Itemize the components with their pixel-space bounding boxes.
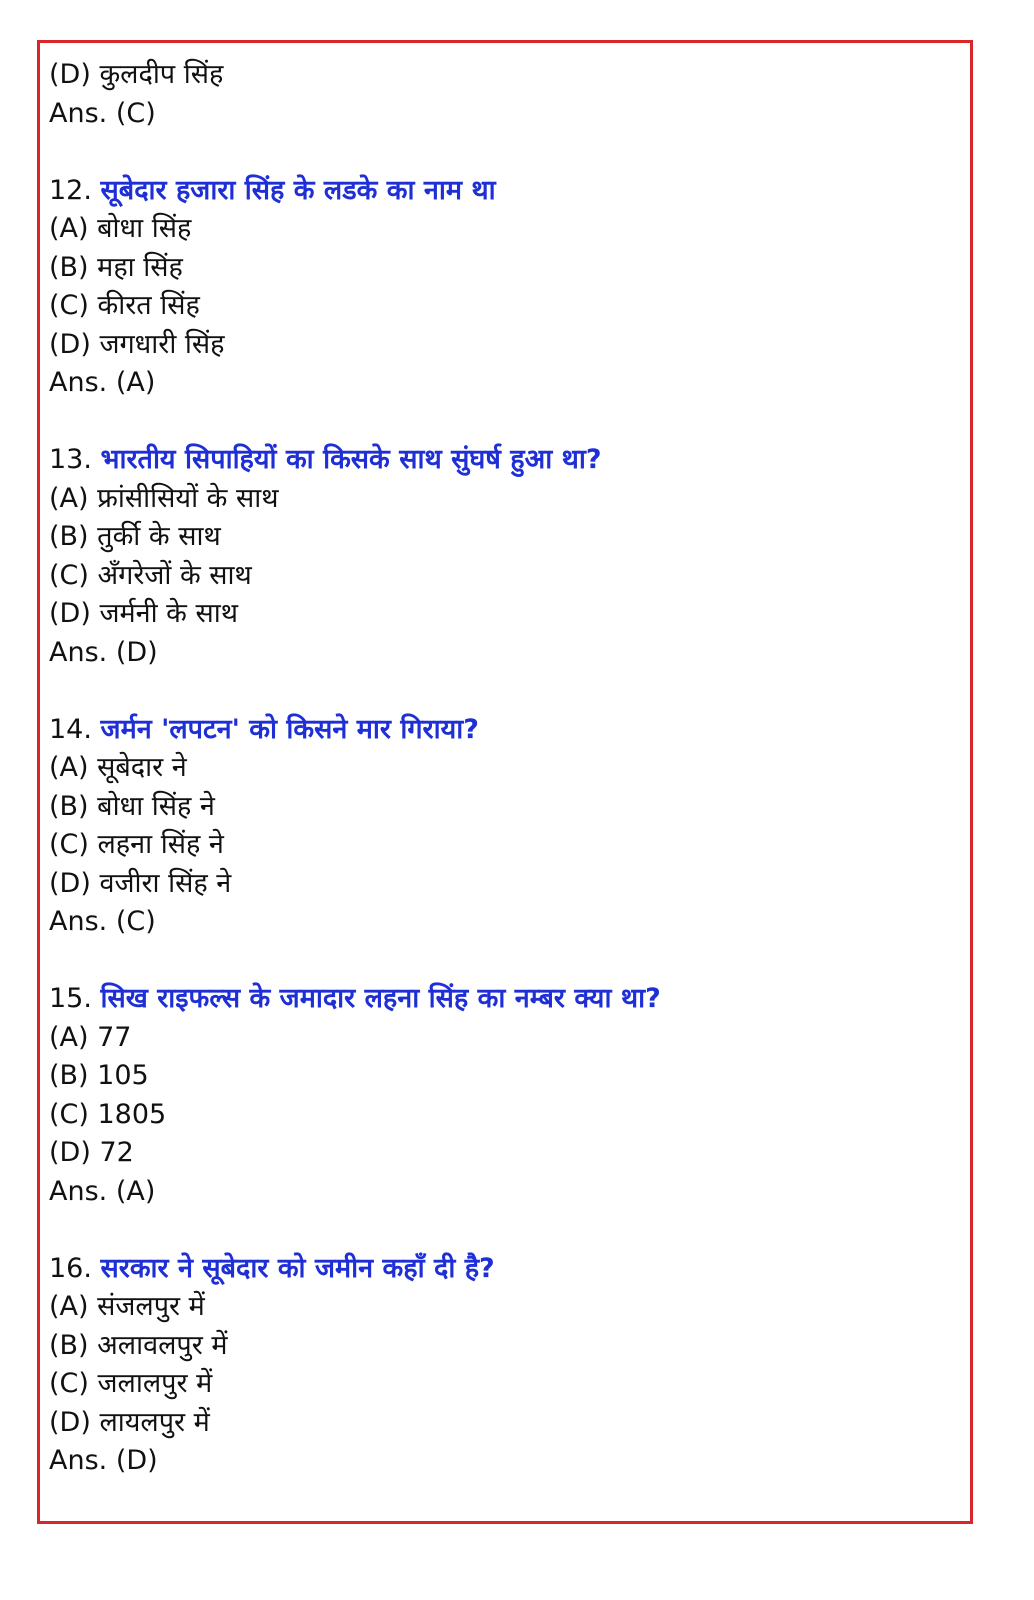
spacer: [49, 942, 949, 981]
spacer: [49, 1211, 949, 1250]
question-number: 12.: [49, 174, 101, 206]
option-c: (C) लहना सिंह ने: [49, 829, 224, 860]
answer: Ans. (D): [49, 636, 158, 668]
question-number: 14.: [49, 713, 101, 745]
option-b: (B) तुर्की के साथ: [49, 521, 221, 552]
spacer: [49, 133, 949, 172]
option-a: (A) बोधा सिंह: [49, 213, 192, 244]
answer: Ans. (C): [49, 906, 156, 937]
option-d: (D) लायलपुर में: [49, 1406, 210, 1438]
option-a: (A) संजलपुर में: [49, 1291, 205, 1322]
question-text: सूबेदार हजारा सिंह के लडके का नाम था: [100, 174, 496, 206]
spacer: [49, 672, 949, 711]
option-a: (A) फ्रांसीसियों के साथ: [49, 482, 279, 514]
answer: Ans. (A): [49, 367, 156, 398]
option-d: (D) वजीरा सिंह ने: [49, 867, 232, 899]
quiz-content: [49, 56, 949, 1481]
prev-answer: Ans. (C): [49, 97, 156, 129]
spacer: [49, 403, 949, 442]
question-text: जर्मन 'लपटन' को किसने मार गिराया?: [100, 713, 479, 745]
question-number: 13.: [49, 444, 101, 475]
option-c: (C) अँगरेजों के साथ: [49, 559, 252, 591]
option-d: (D) जगधारी सिंह: [49, 328, 225, 360]
question-text: सिख राइफल्स के जमादार लहना सिंह का नम्बर क्या था?: [100, 983, 661, 1014]
option-b: (B) बोधा सिंह ने: [49, 790, 215, 822]
question-16: [49, 1250, 949, 1289]
question-number: 15.: [49, 983, 101, 1014]
question-number: 16.: [49, 1252, 101, 1284]
option-b: (B) अलावलपुर में: [49, 1329, 228, 1361]
question-14: [49, 711, 949, 750]
option-b: (B) 105: [49, 1060, 149, 1091]
option-d: (D) 72: [49, 1137, 134, 1168]
answer: Ans. (A): [49, 1175, 156, 1207]
option-c: (C) 1805: [49, 1098, 167, 1130]
option-c: (C) कीरत सिंह: [49, 290, 200, 321]
answer: Ans. (D): [49, 1445, 158, 1476]
question-12: [49, 172, 949, 211]
option-c: (C) जलालपुर में: [49, 1368, 213, 1399]
question-text: सरकार ने सूबेदार को जमीन कहाँ दी है?: [100, 1252, 495, 1284]
prev-option-d: (D) कुलदीप सिंह: [49, 59, 224, 90]
question-15: [49, 980, 949, 1019]
option-a: (A) 77: [49, 1021, 132, 1053]
question-text: भारतीय सिपाहियों का किसके साथ सुंघर्ष हुआ था?: [100, 444, 602, 475]
option-b: (B) महा सिंह: [49, 251, 183, 283]
option-d: (D) जर्मनी के साथ: [49, 598, 238, 629]
option-a: (A) सूबेदार ने: [49, 752, 187, 783]
question-13: [49, 441, 949, 480]
